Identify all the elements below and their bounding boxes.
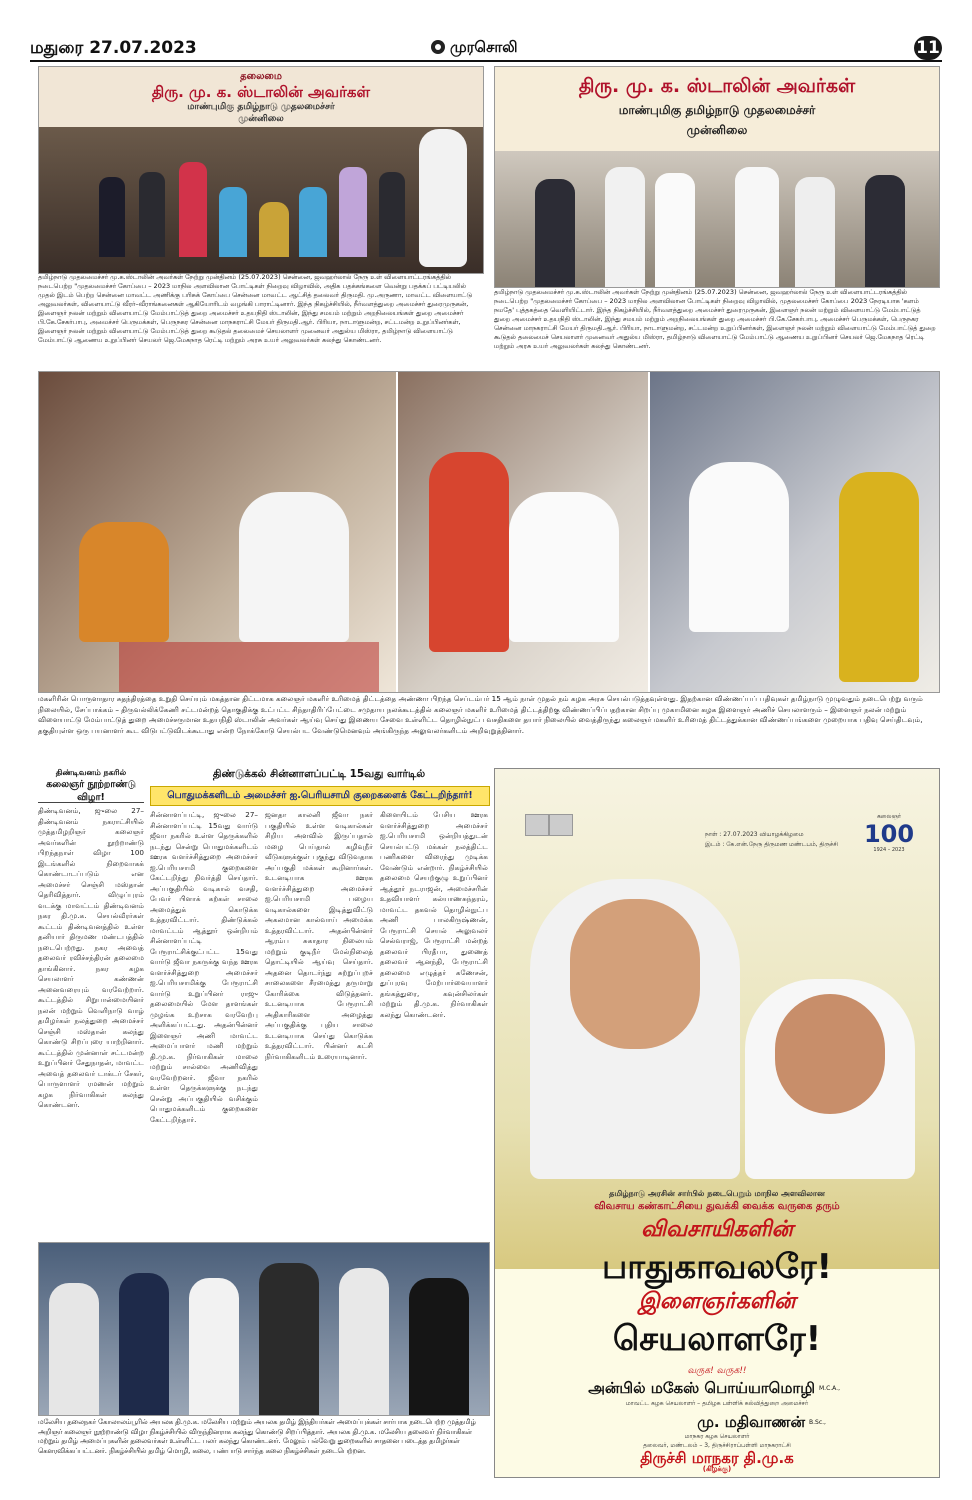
event-venue: இடம் : கே.என்.நேரு திருமண மண்டபம், திருச்சி	[705, 841, 838, 848]
story-body-col: கிளையிடம் பேசிய ஊரக வளர்ச்சித்துறை அமைச்சர் ஐ.பெரியசாமி ஒன்றியத்துடன் செயல்பட்டு மக்கள் நலத்திட்ட பணிகளை விரைந்து முடிக்க வேண்டும் என்றார். நிகழ்ச்சியில் தலைமை செயற்குழு உறுப்பினர் ஆத்தூர் நடராஜன், அமைச்சரின் உதவியாளர் கல்யாணசுந்தரம், மாவட்ட தகவல் தொழில்நுட்ப அணி பாலகிருஷ்ணன், பேரூராட்சி செயல் அலுவலர் செல்வராஜ், பேரூராட்சி மன்றத் தலைவர் பிரதீபா, துணைத் தலைவர் ஆனந்தி, பேரூராட்சி தலைமை எழுத்தர் கணேசன், துப்புரவு மேற்பார்வையாளர் தங்கத்துரை, கவுன்சிலர்கள் மற்றும் தி.மு.க. நிர்வாகிகள் கலந்து கொண்டனர்.	[380, 810, 488, 1019]
badge-years: 1924 – 2023	[873, 847, 905, 853]
banner-line: மாண்புமிகு தமிழ்நாடு முதலமைச்சர்	[187, 102, 335, 112]
photo-book-release	[494, 66, 940, 288]
banner-line: தலைமை	[240, 71, 282, 82]
event-date: நாள் : 27.07.2023 வியாழக்கிழமை	[705, 831, 804, 838]
stage-banner	[39, 67, 483, 127]
person	[689, 462, 789, 632]
photo-caption: மலேசிய தலைநகர் கோலாலம்பூரில் அயலக தி.மு.க. மலேசிய மற்றும் அயலக தமிழ் இந்தியர்கள் அமைப்புக்கள் சார்பாக நடைபெற்ற முத்தமிழ் அறிஞர் கலைஞர் நூற்றாண்டு விழா நிகழ்ச்சியில் விருந்தினராக கலந்து கொண்டு சிறப்பித்தார். அயலக தி.மு.க. மலேசிய தலைவர் நிர்வாகிகள் மற்றும் தமிழ் அமைப்புகளின் தலைவர்கள் உள்ளிட்ட பலர் கலந்து கொண்டனர். மேலும் பல்வேறு துறைகளில் சாதனை படைத்த தமிழர்கள் கௌரவிக்கப்பட்டனர். நிகழ்ச்சியில் தமிழ் மொழி, கலை, பண்பாடு சார்ந்த கலை நிகழ்ச்சிகள் நடைபெற்றன.	[38, 1418, 476, 1455]
ad-welcome: வருக! வருக!!	[687, 1366, 747, 1376]
photo-caption: மகளிரின் பொருளாதார சுதந்திரத்தை உறுதி செய்யும் மகத்தான திட்டமாக கலைஞர் மகளிர் உரிமைத் திட்டத்தை அண்ணா பிறந்த செப்டம்பர் 15 ஆம் நாள் முதல் நம் கழக அரசு செயல்படுத்தவுள்ளது. இதற்கான விண்ணப்பப் பதிவுகள் தமிழ்நாடு முழுவதும் நடைபெற்று வரும் நிலையில், சேப்பாக்கம் – திருவல்லிக்கேணி சட்டமன்றத் தொகுதிக்கு உட்பட்ட சிந்தாதிரிப்பேட்டை சமுதாய நலக்கூடத்தில் கலைஞர் மகளிர் உரிமைத் திட்டத்திற்கு விண்ணப்பிப்பதற்கான சிறப்பு முகாமினை கழக இளைஞர் அணிச் செயலாளரும் – இளைஞர் நலன் மற்றும் விளையாட்டு மேம்பாட்டுத் துறை அமைச்சருமான உதயநிதி ஸ்டாலின் அவர்கள் ஆய்வு செய்து இணைய சேவை உள்ளிட்ட தொழில்நுட்ப வசதிகளை தயார் நிலையில் வைத்திருந்து கலைஞர் மகளிர் உரிமைத் திட்டத்துக்கான விண்ணப்பங்களை முறையாக பதிவு செய்திடவும், தகுதியுள்ள ஒரு பயனாளர் கூட விடுபட்டுவிடக்கூடாது என்ற நோக்கோடு செயல்பட வேண்டுமெனவும் அங்கிருந்த அலுவலர்களிடம் அறிவுறுத்தினார்.	[38, 694, 923, 735]
badge-number: 100	[863, 820, 915, 848]
host-name: அன்பில் மகேஸ் பொய்யாமொழி	[588, 1379, 815, 1397]
person	[239, 492, 349, 642]
story-headline-box	[38, 768, 144, 803]
portrait-face	[775, 994, 885, 1114]
organization-sub: (கிழக்கு)	[702, 1465, 732, 1473]
ad-slogan: செயலாளரே!	[612, 1319, 822, 1359]
story-body: திண்டிவனம், ஜுலை 27– திண்டிவனம் நகராட்சியில் முத்தமிழறிஞர் கலைஞர் அவர்களின் நூற்றாண்டு பிறந்தநாள் விழா 100 இடங்களில் நிறைவாகக் கொண்டாடப்படும் என அமைச்சர் செஞ்சி மஸ்தான் தெரிவித்தார். விழுப்புரம் வடக்கு மாவட்டம் திண்டிவனம் நகர தி.மு.க. செயல்வீரர்கள் கூட்டம் திண்டிவனத்தில் உள்ள தனியார் திருமண மண்டபத்தில் நடைபெற்றது. நகர அவைத் தலைவர் ரவிச்சந்திரன் தலைமை தாங்கினார். நகர கழக செயலாளர் கண்ணன் அனைவரையும் வரவேற்றார். கூட்டத்தில் சிறுபான்மையினர் நலன் மற்றும் வெளிநாடு வாழ் தமிழர்கள் நலத்துறை அமைச்சர் செஞ்சி மஸ்தான் கலந்து கொண்டு சிறப்புரை யாற்றினார். கூட்டத்தில் முன்னாள் சட்டமன்ற உறுப்பினர் சேதுநாதன், மாவட்ட அவைத் தலைவர் டாக்டர் சேகர், பொருளாளர் ரமணன் மற்றும் கழக நிர்வாகிகள் கலந்து கொண்டனர்.	[38, 806, 144, 1109]
page-number: 11	[914, 36, 942, 60]
photo-caption: தமிழ்நாடு முதலமைச்சர் மு.க.ஸ்டாலின் அவர்கள் நேற்று முன்தினம் (25.07.2023) சென்னை, ஜவஹர்லால் நேரு உள் விளையாட்டரங்கத்தில் நடைபெற்ற "முதலமைச்சர் கோப்பை – 2023 மாநில அளவிலான போட்டிகள் நிறைவு விழாவில், முதலமைச்சர் கோப்பை 2023 நேரடியாக 'களம் நமதே' புத்தகத்தை வெளியிட்டார். இந்த நிகழ்ச்சியில், நீர்வளத்துறை அமைச்சர் துரைமுருகன், இளைஞர் நலன் மற்றும் விளையாட்டு மேம்பாட்டுத் துறை அமைச்சர் உதயநிதி ஸ்டாலின், இந்து சமயம் மற்றும் அறநிலையங்கள் துறை அமைச்சர் பி.கே.சேகர்பாபு, அமைச்சர் பெருமக்கள், பெருநகர சென்னை மாநகராட்சி மேயர் திருமதி.ஆர். பிரியா, நாடாளுமன்ற, சட்டமன்ற உறுப்பினர்கள், இளைஞர் நலன் மற்றும் விளையாட்டு மேம்பாட்டுத் துறை கூடுதல் தலைமைச் செயலாளர் முனைவர் அதுல்ய மிஸ்ரா, தமிழ்நாடு விளையாட்டு மேம்பாட்டு ஆணைய உறுப்பினர் செயலர் ஜெ.மேகநாத ரெட்டி மற்றும் அரசு உயர் அலுவலர்கள் கலந்து கொண்டனர்.	[494, 288, 936, 350]
masthead-rule	[30, 60, 942, 62]
host-name: மு. மதிவாணன்	[697, 1413, 805, 1431]
host-title: மாநகர கழக செயலாளர்	[684, 1433, 750, 1440]
advertisement	[494, 768, 940, 1478]
host-subtitle: தலைவர், மண்டலம் – 3, திருச்சிராப்பள்ளி மாநகராட்சி	[643, 1442, 791, 1449]
newspaper-name: முரசொலி	[450, 38, 518, 56]
banner-line: திரு. மு. க. ஸ்டாலின் அவர்கள்	[578, 75, 856, 97]
story-body-col: சின்னாளப்பட்டி, ஜுலை 27– சின்னாளப்பட்டி 15வது வார்டு ஜீவா நகரில் உள்ள தெருக்களில் நடந்து சென்று பொதுமக்களிடம் ஊரக வளர்ச்சித்துறை அமைச்சர் ஐ.பெரியசாமி குறைகளை கேட்டறிந்து நிவர்த்தி செய்தார். அப்பகுதியில் வடிகால் வசதி, பேவர் பிளாக் கற்கள் சாலை அமைத்துக் கொடுக்க உத்தரவிட்டார். திண்டுக்கல் மாவட்டம் ஆத்தூர் ஒன்றியம் சின்னாளப்பட்டி பேரூராட்சிக்குட்பட்ட 15வது வார்டு ஜீவா நகருக்கு வந்த ஊரக வளர்ச்சித்துறை அமைச்சர் ஐ.பெரியசாமிக்கு பேரூராட்சி வார்டு உறுப்பினர் ராஜு தலைமையில் மேள தாளங்கள் முழங்க உற்சாக வரவேற்பு அளிக்கப்பட்டது. அதன்பின்னர் இளைஞர் அணி மாவட்ட அமைப்பாளர் மணி மற்றும் தி.மு.க. நிர்வாகிகள் மாலை மற்றும் சால்வை அணிவித்து வரவேற்றனர். ஜீவா நகரில் உள்ள தெருக்களுக்கு நடந்து சென்று அப்பகுதியில் வசிக்கும் பொதுமக்களிடம் குறைகளை கேட்டறிந்தார்.	[150, 810, 258, 1124]
person	[429, 452, 509, 652]
edition-date: மதுரை 27.07.2023	[30, 38, 197, 58]
story-headline: கலைஞர் நூற்றாண்டு விழா!	[46, 779, 136, 803]
story-kicker: திண்டுக்கல் சின்னாளப்பட்டி 15வது வார்டில்	[212, 768, 426, 780]
mascot	[419, 129, 467, 267]
people-group	[535, 159, 915, 287]
story-body-col: ஜனதா காலனி ஜீவா நகர் பகுதியில் உள்ள வடிகால்கள் சிறிய அளவில் இருப்பதால் மழை பெய்தால் கழிவுநீர் வீடுகளுக்குள் புகுந்து விடுவதாக அப்பகுதி மக்கள் கூறினார்கள். உடனடியாக ஊரக வளர்ச்சித்துறை அமைச்சர் ஐ.பெரியசாமி பழைய வடிகால்களை இடித்துவிட்டு அகலமான கால்வாய் அமைக்க உத்தரவிட்டார். அதன்பின்னர் ஆரம்ப சுகாதார நிலையம் மற்றும் குடிநீர் மேல்நிலைத் தொட்டியில் ஆய்வு செய்தார். அதனை தொடர்ந்து சுற்றுப்புறச் சாலைகளை சீரமைத்து தருமாறு கோரிக்கை விடுத்தனர். உடனடியாக பேரூராட்சி அதிகாரிகளை அழைத்து அப்பகுதிக்கு புதிய சாலை உடனடியாக செய்து கொடுக்க உத்தரவிட்டார். பின்னர் கட்சி நிர்வாகிகளிடம் உரையாடினார்.	[265, 810, 373, 1061]
organization-name: திருச்சி மாநகர தி.மு.க	[640, 1449, 794, 1467]
photo-caption: தமிழ்நாடு முதலமைச்சர் மு.க.ஸ்டாலின் அவர்கள் நேற்று முன்தினம் (25.07.2023) சென்னை, ஜவஹர்லால் நேரு உள் விளையாட்டரங்கத்தில் நடைபெற்ற "முதலமைச்சர் கோப்பை – 2023 மாநில அளவிலான போட்டிகள் நிறைவு விழாவில், அதிக பதக்கங்களை வென்று பதக்கப் பட்டியலில் முதல் இடம் பெற்ற சென்னை மாவட்ட அணிக்கு பரிசுக் கோப்பை சென்னை மாவட்ட ஆட்சித் தலைவர் திருமதி. மு.அருணா, மாவட்ட விளையாட்டு அலுவலர்கள், விளையாட்டு வீரர்–வீராங்கனைகள் ஆகியோரிடம் வழங்கி பாராட்டினார். இந்த நிகழ்ச்சியில், நீர்வளத்துறை அமைச்சர் துரைமுருகன், இளைஞர் நலன் மற்றும் விளையாட்டு மேம்பாட்டுத் துறை அமைச்சர் உதயநிதி ஸ்டாலின், இந்து சமயம் மற்றும் அறநிலையங்கள் துறை அமைச்சர் பி.கே.சேகர்பாபு, அமைச்சர் பெருமக்கள், பெருநகர சென்னை மாநகராட்சி மேயர் திருமதி.ஆர். பிரியா, நாடாளுமன்ற, சட்டமன்ற உறுப்பினர்கள், இளைஞர் நலன் மற்றும் விளையாட்டு மேம்பாட்டுத் துறை கூடுதல் தலைமைச் செயலாளர் முனைவர் அதுல்ய மிஸ்ரா, தமிழ்நாடு விளையாட்டு மேம்பாட்டு ஆணைய உறுப்பினர் செயலர் ஜெ.மேகநாத ரெட்டி மற்றும் அரசு உயர் அலுவலர்கள் கலந்து கொண்டனர்.	[38, 273, 473, 344]
person	[119, 1273, 169, 1415]
ad-slogan: பாதுகாவலரே!	[601, 1247, 833, 1287]
photo-sports-trophy	[38, 66, 484, 274]
person	[259, 1263, 319, 1415]
banner-line: முன்னிலை	[686, 123, 748, 137]
story-headline: பொதுமக்களிடம் அமைச்சர் ஐ.பெரியசாமி குறைகளைக் கேட்டறிந்தார்!	[150, 786, 490, 806]
ad-intro: தமிழ்நாடு அரசின் சார்பில் நடைபெறும் மாநில அளவிலான	[609, 1189, 825, 1198]
badge-label: கலைஞர்	[876, 813, 902, 820]
host-degree: M.C.A.,	[819, 1385, 840, 1392]
ad-slogan: விவசாயிகளின்	[640, 1217, 794, 1242]
people-group	[99, 157, 419, 257]
person	[509, 492, 619, 642]
ad-intro: விவசாய கண்காட்சியை துவக்கி வைக்க வருகை தரும்	[594, 1201, 840, 1212]
photo-women-scheme-camp	[38, 371, 940, 693]
portrait-face	[570, 899, 700, 1049]
ad-slogan: இளைஞர்களின்	[638, 1289, 796, 1314]
banner-line: திரு. மு. க. ஸ்டாலின் அவர்கள்	[151, 83, 371, 101]
host-title: மாவட்ட கழக செயலாளர் – தமிழக பள்ளிக் கல்வித்துறை அமைச்சர்	[625, 1400, 809, 1407]
person	[339, 1268, 389, 1415]
story-kicker: திண்டிவனம் நகரில்	[55, 768, 127, 777]
table	[119, 642, 379, 692]
photo-malaysia-event	[38, 1242, 490, 1416]
person	[409, 1278, 469, 1415]
person	[189, 1278, 239, 1415]
banner-line: முன்னிலை	[238, 114, 284, 124]
rising-sun-icon	[430, 39, 446, 55]
leader-portrait-icon	[549, 814, 573, 836]
stage-banner	[495, 67, 939, 151]
centenary-badge	[855, 813, 923, 863]
person	[839, 472, 919, 682]
person	[79, 522, 169, 642]
person	[49, 1283, 99, 1415]
host-degree: B.Sc.,	[809, 1419, 826, 1426]
banner-line: மாண்புமிகு தமிழ்நாடு முதலமைச்சர்	[618, 103, 816, 117]
masthead	[30, 38, 942, 62]
leader-portrait-icon	[525, 814, 549, 836]
